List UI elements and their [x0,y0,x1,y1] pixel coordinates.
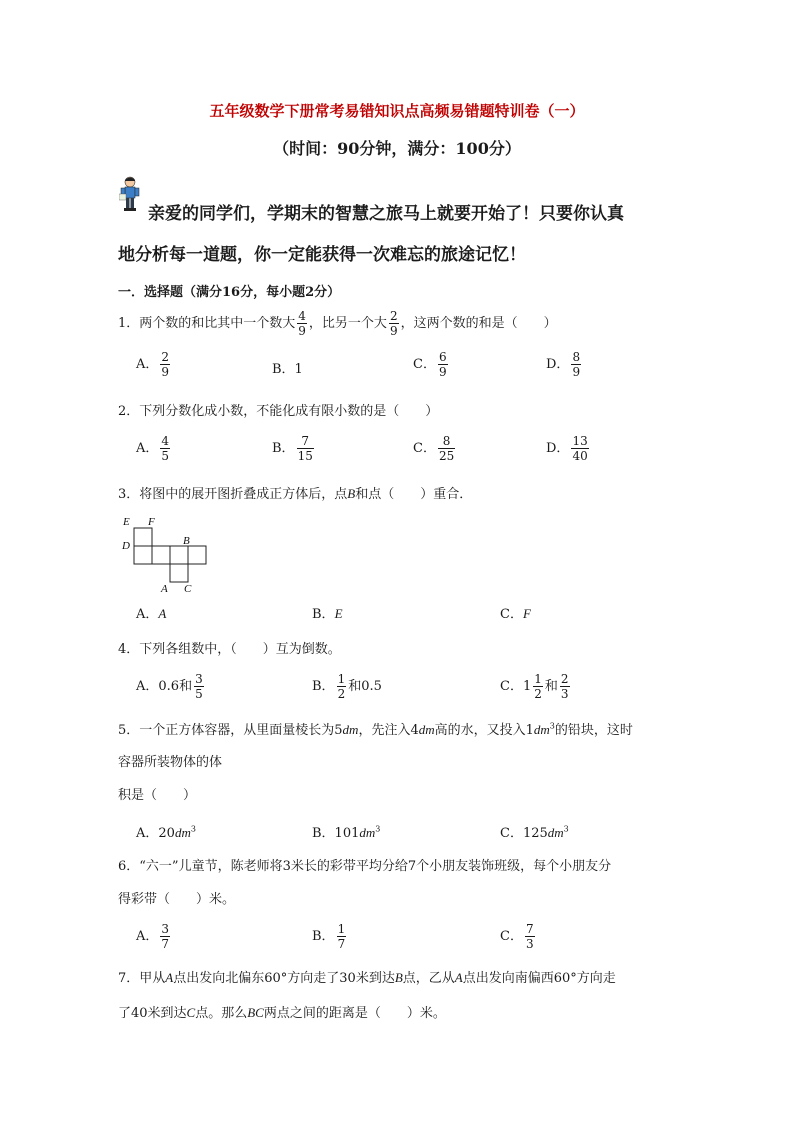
question-4: 4．下列各组数中，（ ）互为倒数。 [118,642,341,657]
question-6-line-2: 得彩带（ ）米。 [118,892,236,907]
paper-subtitle: （时间：90分钟，满分：100分） [273,139,521,158]
q2-option-d[interactable]: D． $\frac{13}{40}$ [546,434,588,463]
q5-option-c[interactable]: C．$125dm^3$ [500,824,569,841]
paper-title: 五年级数学下册常考易错知识点高频易错题特训卷（一） [209,102,585,120]
label-d: D [122,540,130,552]
q5-option-a[interactable]: A．$20dm^3$ [136,824,196,841]
q6-option-a[interactable]: A． $\frac{3}{7}$ [136,922,170,951]
question-7-line-2: 了40米到达C点。那么BC两点之间的距离是（ ）米。 [118,1005,446,1021]
intro-line-1: 亲爱的同学们，学期末的智慧之旅马上就要开始了！只要你认真 [148,204,624,224]
q1-text-2: ，比另一个大 [308,316,387,331]
question-5-line-2: 容器所装物体的体 [118,755,223,770]
question-6: 6．“六一”儿童节，陈老师将3米长的彩带平均分给7个小朋友装饰班级，每个小朋友分 [118,859,612,874]
q4-option-a[interactable]: A．0.6和 $\frac{3}{5}$ [136,672,203,701]
q1-fraction-1: $\frac{4}{9}$ [298,309,306,338]
question-5: 5．一个正方体容器，从里面量棱长为5dm，先注入4dm高的水，又投入$1dm^3$的铅块，这时 [118,721,633,738]
label-e: E [123,516,130,528]
cube-net-diagram [120,513,210,595]
q3-option-a[interactable]: A．A [136,606,167,622]
section-title: 一．选择题（满分16分，每小题2分） [118,285,341,300]
q2-option-c[interactable]: C． $\frac{8}{25}$ [413,434,455,463]
q1-text-1: 1．两个数的和比其中一个数大 [118,316,296,331]
q3-option-c[interactable]: C．F [500,606,531,622]
question-5-line-3: 积是（ ） [118,788,197,803]
label-c: C [184,583,192,595]
q6-option-b[interactable]: B． $\frac{1}{7}$ [312,922,346,951]
q4-option-b[interactable]: B． $\frac{1}{2}$ 和0.5 [312,672,382,701]
question-3: 3．将图中的展开图折叠成正方体后，点B和点（ ）重合． [118,486,473,502]
q3-option-b[interactable]: B．E [312,606,343,622]
question-7: 7．甲从A点出发向北偏东60°方向走了30米到达B点，乙从A点出发向南偏西60°方向走 [118,970,616,986]
q2-option-b[interactable]: B． $\frac{7}{15}$ [272,434,313,463]
label-b: B [183,535,190,547]
q1-option-b[interactable]: B．1 [272,362,303,377]
label-f: F [148,516,155,528]
label-a: A [161,583,168,595]
q1-option-a[interactable]: A． $\frac{2}{9}$ [136,350,170,379]
question-2: 2．下列分数化成小数，不能化成有限小数的是（ ） [118,404,439,419]
q4-option-c[interactable]: C．1 $\frac{1}{2}$ 和 $\frac{2}{3}$ [500,672,569,701]
q1-option-d[interactable]: D． $\frac{8}{9}$ [546,350,581,379]
intro-line-2: 地分析每一道题，你一定能获得一次难忘的旅途记忆！ [118,245,526,265]
q2-option-a[interactable]: A． $\frac{4}{5}$ [136,434,170,463]
q1-fraction-2: $\frac{2}{9}$ [389,309,398,338]
q6-option-c[interactable]: C． $\frac{7}{3}$ [500,922,534,951]
q1-text-3: ，这两个数的和是（ ） [400,316,557,331]
question-1 [118,309,557,338]
student-illustration [119,176,141,212]
q5-option-b[interactable]: B．$101dm^3$ [312,824,381,841]
q3-point-b: B [347,486,356,501]
q1-option-c[interactable]: C． $\frac{6}{9}$ [413,350,447,379]
